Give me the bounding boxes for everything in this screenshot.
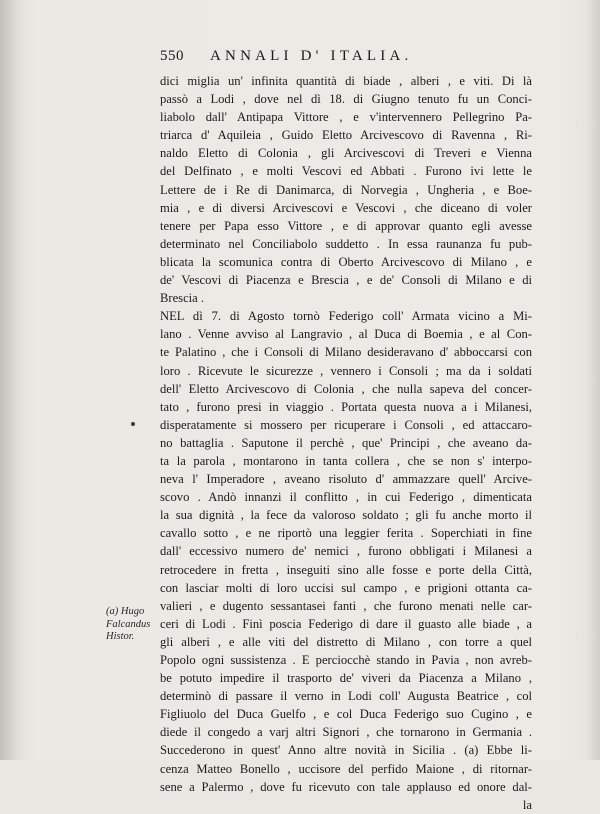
page-edge-shadow <box>586 0 600 760</box>
text-line: Popolo ogni sussistenza . E perciocchè stando in Pavia , non avreb- <box>160 653 532 667</box>
text-line: lano . Venne avviso al Langravio , al Duca di Boemia , e al Con- <box>160 327 532 342</box>
text-line: sene a Palermo , dove fu ricevuto con tale applauso ed onore dal- <box>160 779 532 794</box>
running-title: ANNALI D' ITALIA. <box>210 48 413 64</box>
text-line: Lettere de i Re di Danimarca, di Norvegia , Ungheria , e Boe- <box>160 182 532 197</box>
text-line: retrocedere in fretta , inseguiti sino alle fosse e porte della Città, <box>160 562 532 577</box>
text-line: Figliuolo del Duca Guelfo , e col Duca Federigo suo Cugino , e <box>160 707 532 722</box>
text-line: gli alberi , e alle viti del distretto di Milano , con torre a quel <box>160 634 532 649</box>
running-head <box>160 48 480 70</box>
text-line: tenere per Papa esso Vittore , e di approvar quanto egli avesse <box>160 218 532 233</box>
text-line: con lasciar molti di loro uccisi sul campo , e prigioni ottanta ca- <box>160 580 532 595</box>
text-line: scovo . Andò innanzi il conflitto , in cui Federigo , dimenticata <box>160 490 532 505</box>
text-line: disperatamente si mossero per ricuperare i Consoli , ed attaccaro- <box>160 417 532 432</box>
text-line: naldo Eletto di Colonia , gli Arcivescovi di Treveri e Vienna <box>160 146 532 161</box>
text-line: liabolo dall' Antipapa Vittore , e v'intervennero Pellegrino Pa- <box>160 110 532 125</box>
text-line: ta la parola , montarono in tanta collera , che se non s' interpo- <box>160 453 532 468</box>
text-line: la sua dignità , la fece da valoroso soldato ; gli fu anche morto il <box>160 508 532 523</box>
text-line: de' Vescovi di Piacenza e Brescia , e de' Consoli di Milano e di <box>160 273 532 288</box>
text-line: del Delfinato , e molti Vescovi ed Abbati . Furono ivi lette le <box>160 164 532 179</box>
text-line: be potuto impedire il trasporto de' viveri da Piacenza a Milano , <box>160 671 532 686</box>
text-line: passò a Lodi , dove nel dì 18. di Giugno tenuto fu un Conci- <box>160 92 532 107</box>
text-line: mia , e di diversi Arcivescovi e Vescovi , che diceano di voler <box>160 200 532 215</box>
side-note-line: (a) Hugo <box>106 606 145 617</box>
text-line: valieri , e dugento sessantasei fanti , che furono menati nelle car- <box>160 598 532 613</box>
text-line: Brescia . <box>160 291 205 306</box>
body-text <box>160 72 532 814</box>
text-line: determinato nel Conciliabolo suddetto . In essa raunanza fu pub- <box>160 236 532 251</box>
text-line: tato , furono presi in viaggio . Portata questa nuova a i Milanesi, <box>160 399 532 414</box>
text-line: no battaglia . Saputone il perchè , que' Principi , che aveano da- <box>160 435 532 450</box>
text-line: Succederono in quest' Anno altre novità in Sicilia . (a) Ebbe li- <box>160 743 532 758</box>
text-line: dell' Eletto Arcivescovo di Colonia , che nulla sapeva del concer- <box>160 381 532 396</box>
text-line: triarca d' Aquileia , Guido Eletto Arcivescovo di Ravenna , Ri- <box>160 128 532 143</box>
text-line: blicata la scomunica contra di Oberto Arcivescovo di Milano , e <box>160 254 532 269</box>
text-line: dici miglia un' infinita quantità di biade , alberi , e viti. Di là <box>160 74 532 88</box>
side-note <box>106 606 158 644</box>
text-line: cenza Matteo Bonello , uccisore del perfido Maione , di ritornar- <box>160 761 532 776</box>
text-line: dall' eccessivo numero de' nemici , furono obbligati i Milanesi a <box>160 544 532 559</box>
gutter-shadow <box>0 0 20 760</box>
text-line: NEL dì 7. di Agosto tornò Federigo coll' Armata vicino a Mi- <box>160 309 532 324</box>
text-line: neva l' Imperadore , aveano risoluto d' ammazzare quell' Arcive- <box>160 472 532 487</box>
side-note-line: Histor. <box>106 631 135 642</box>
text-line: determinò di passare il verno in Lodi coll' Augusta Beatrice , col <box>160 689 532 704</box>
text-line: diede il congedo a varj altri Signori , che tornarono in Germania . <box>160 725 532 740</box>
page-number: 550 <box>160 48 184 64</box>
side-note-line: Falcandus <box>106 618 151 630</box>
text-line: cavallo sotto , e ne riportò una leggier ferita . Soperchiati in fine <box>160 526 532 541</box>
text-line: loro . Ricevute le sicurezze , vennero i Consoli ; ma da i soldati <box>160 363 532 378</box>
text-line: te Palatino , che i Consoli di Milano desideravano d' abboccarsi con <box>160 345 532 360</box>
catchword: la <box>522 797 532 812</box>
margin-mark-dot <box>131 422 135 426</box>
text-line: ceri di Lodi . Finì poscia Federigo di dare il guasto alle biade , a <box>160 616 532 631</box>
